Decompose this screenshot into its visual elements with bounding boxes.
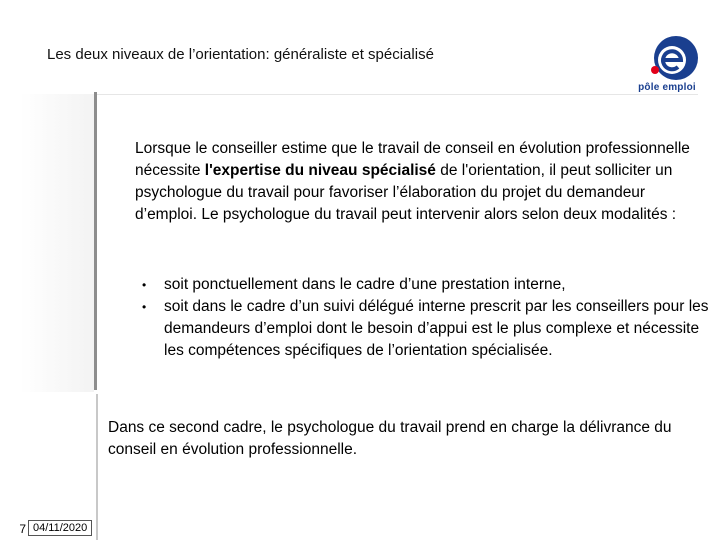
list-item (140, 274, 710, 296)
list-item-text: soit dans le cadre d’un suivi délégué interne prescrit par les conseillers pour les demandeurs d’emploi dont le besoin d’appui est le plus complexe et nécessite les compétences spécifiques de l’orientation spécialisée. (164, 298, 709, 359)
page-number: 7 (19, 522, 26, 536)
logo-icon (628, 30, 706, 86)
list-item-text: soit ponctuellement dans le cadre d’une prestation interne, (164, 276, 566, 293)
logo-text: pôle emploi (638, 82, 696, 93)
modalities-list (140, 274, 710, 362)
bullet-icon: • (142, 278, 147, 292)
intro-bold: l'expertise du niveau spécialisé (204, 162, 436, 179)
intro-text-2: de l'orientation, il peut solliciter un psychologue du travail pour favoriser l’élaboration du projet du demandeur d’emploi. Le psychologue du travail peut intervenir alors selon deux modalités : (135, 162, 677, 223)
pole-emploi-logo (628, 30, 706, 96)
page-title: Les deux niveaux de l’orientation: généraliste et spécialisé (47, 46, 434, 63)
list-item (140, 296, 710, 362)
left-shadow (20, 94, 94, 392)
intro-text-1: Lorsque le conseiller estime que le travail de conseil en évolution professionnelle nécessite (135, 140, 690, 179)
left-rule (94, 92, 97, 390)
footer-date: 04/11/2020 (28, 520, 92, 536)
intro-paragraph (135, 138, 700, 226)
left-rule-lower (96, 394, 98, 540)
bullet-icon: • (142, 300, 147, 314)
conclusion-paragraph: Dans ce second cadre, le psychologue du travail prend en charge la délivrance du conseil en évolution professionnelle. (108, 419, 672, 458)
